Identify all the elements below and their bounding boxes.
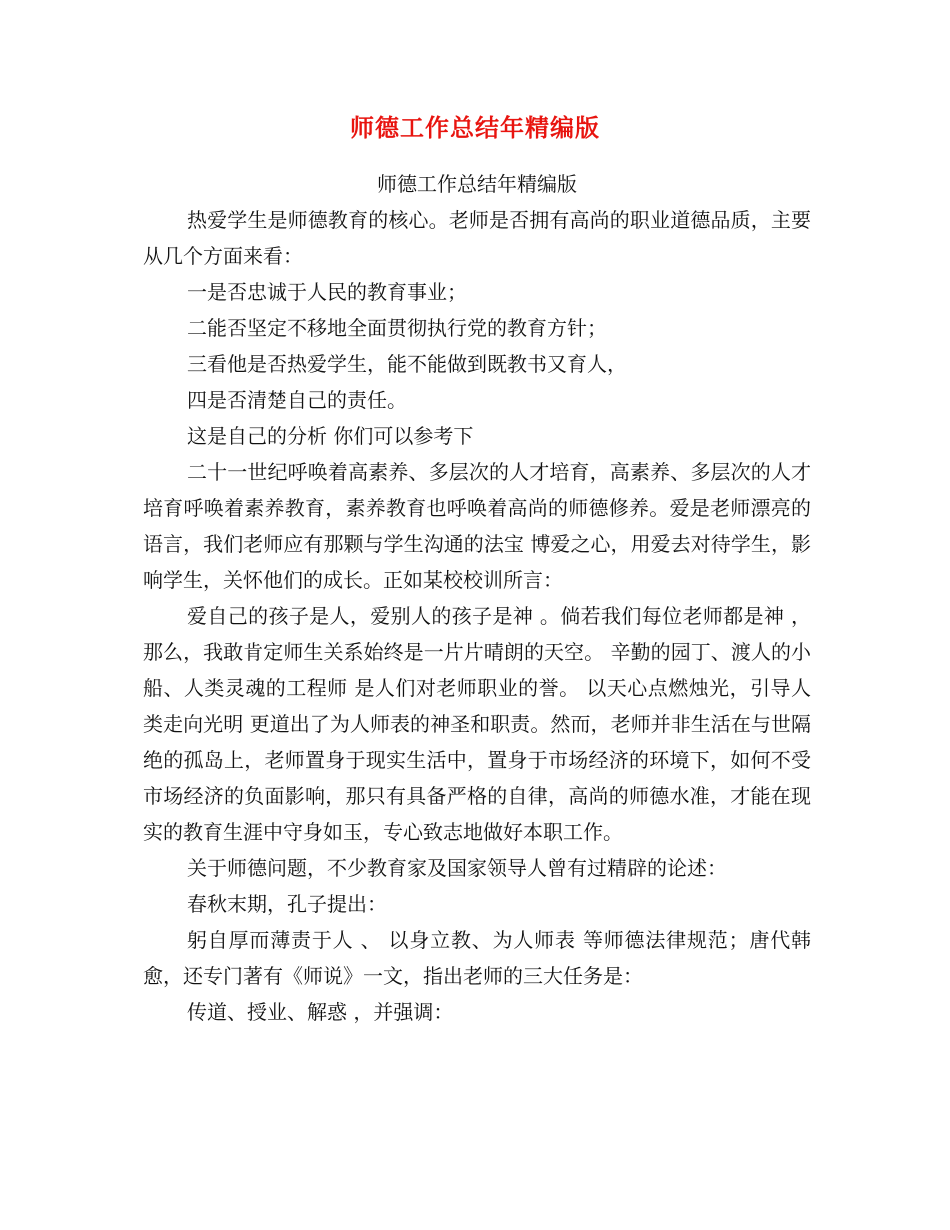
paragraph: 躬自厚而薄责于人 、 以身立教、为人师表 等师德法律规范；唐代韩愈，还专门著有《师说》一文，指出老师的三大任务是： (143, 928, 811, 988)
paragraph: 四是否清楚自己的责任。 (187, 388, 407, 412)
paragraph: 爱自己的孩子是人，爱别人的孩子是神 。倘若我们每位老师都是神 ，那么，我敢肯定师生关系始终是一片片晴朗的天空。 辛勤的园丁、渡人的小船、人类灵魂的工程师 是人们对老师职业的誉。 以天心点燃烛光，引导人类走向光明 更道出了为人师表的神圣和职责。然而，老师并非生活在与世隔绝的孤岛上，老师置身于现实生活中，置身于市场经济的环境下，如何不受市场经济的负面影响，那只有具备严格的自律，高尚的师德水准，才能在现实的教育生涯中守身如玉，专心致志地做好本职工作。 (143, 604, 811, 844)
paragraph: 二能否坚定不移地全面贯彻执行党的教育方针； (187, 316, 607, 340)
paragraph: 关于师德问题，不少教育家及国家领导人曾有过精辟的论述： (187, 856, 727, 880)
document-title: 师德工作总结年精编版 (350, 114, 600, 142)
paragraph: 一是否忠诚于人民的教育事业； (187, 280, 467, 304)
document-body (143, 166, 811, 1030)
paragraph: 二十一世纪呼唤着高素养、多层次的人才培育，高素养、多层次的人才培育呼唤着素养教育，素养教育也呼唤着高尚的师德修养。爱是老师漂亮的语言，我们老师应有那颗与学生沟通的法宝 博爱之心，用爱去对待学生，影响学生，关怀他们的成长。正如某校校训所言： (143, 460, 811, 592)
paragraph: 这是自己的分析 你们可以参考下 (187, 424, 474, 448)
paragraph: 三看他是否热爱学生，能不能做到既教书又育人， (187, 352, 627, 376)
document-subtitle: 师德工作总结年精编版 (377, 172, 577, 196)
paragraph: 春秋末期，孔子提出： (187, 892, 387, 916)
paragraph: 传道、授业、解惑 ，并强调： (187, 1000, 454, 1024)
paragraph: 热爱学生是师德教育的核心。老师是否拥有高尚的职业道德品质，主要从几个方面来看： (143, 208, 811, 268)
